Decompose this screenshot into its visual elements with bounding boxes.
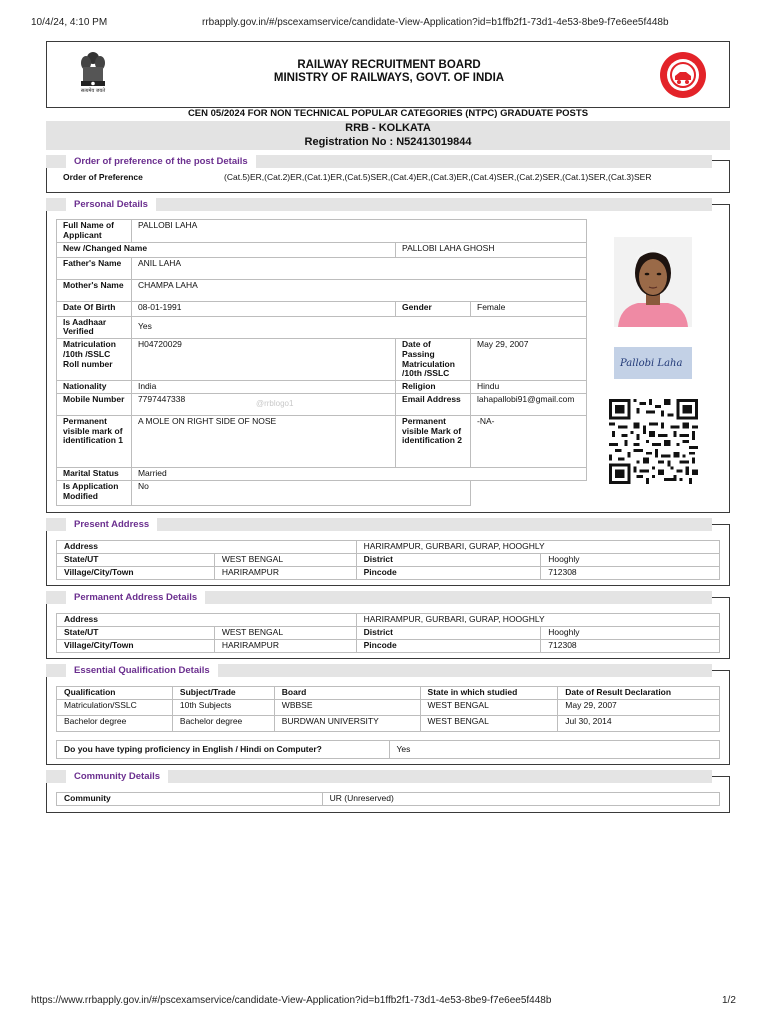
table-cell: 10th Subjects: [172, 700, 274, 716]
religion-label: Religion: [396, 381, 471, 394]
personal-title: Personal Details: [66, 198, 156, 211]
print-url-top: rrbapply.gov.in/#/pscexamservice/candidate-View-Application?id=b1ffb2f1-73d1-4e53-8be9-f7e6ee5f448b: [202, 17, 669, 28]
passing-date-label: Date of Passing Matriculation /10th /SSLC: [396, 339, 471, 381]
qualification-header-row: [57, 687, 720, 700]
gender-label: Gender: [396, 301, 471, 316]
religion-value: Hindu: [471, 381, 587, 394]
cen-notice: CEN 05/2024 FOR NON TECHNICAL POPULAR CATEGORIES (NTPC) GRADUATE POSTS: [187, 108, 589, 119]
applicant-photo: [614, 237, 692, 327]
preference-title: Order of preference of the post Details: [66, 155, 256, 168]
present-state-value: WEST BENGAL: [214, 554, 356, 567]
marital-status-label: Marital Status: [57, 467, 132, 480]
community-value: UR (Unreserved): [322, 793, 719, 806]
table-cell: Matriculation/SSLC: [57, 700, 173, 716]
permanent-address-table: [56, 613, 720, 653]
mobile-value: 7797447338: [137, 393, 186, 404]
applicant-signature: [614, 347, 692, 379]
state-header: State in which studied: [420, 687, 558, 700]
print-page-number: 1/2: [722, 995, 736, 1006]
table-row: [57, 700, 720, 716]
aadhaar-value: Yes: [131, 316, 586, 339]
board-header: [46, 41, 730, 108]
result-date-header: Date of Result Declaration: [558, 687, 720, 700]
permanent-pincode-value: 712308: [541, 639, 720, 652]
qr-code: [609, 399, 698, 484]
watermark-text: @rrblogo1: [255, 398, 294, 408]
dob-label: Date Of Birth: [57, 301, 132, 316]
table-row: [57, 716, 720, 732]
present-address-title: Present Address: [66, 518, 157, 531]
present-district-label: District: [356, 554, 541, 567]
mother-name-label: Mother's Name: [57, 279, 132, 301]
full-name-value: PALLOBI LAHA: [131, 220, 586, 243]
new-name-label: New /Changed Name: [57, 242, 396, 257]
present-address-table: [56, 540, 720, 580]
present-district-value: Hooghly: [541, 554, 720, 567]
rrb-name: RRB - KOLKATA: [345, 122, 431, 134]
mobile-label: Mobile Number: [57, 393, 132, 415]
full-name-label: Full Name of Applicant: [57, 220, 132, 243]
permanent-pincode-label: Pincode: [356, 639, 541, 652]
mother-name-value: CHAMPA LAHA: [131, 279, 586, 301]
typing-table: [56, 740, 720, 759]
permanent-village-label: Village/City/Town: [57, 639, 215, 652]
table-cell: WEST BENGAL: [420, 700, 558, 716]
typing-value: Yes: [389, 741, 719, 759]
permanent-address-value: HARIRAMPUR, GURBARI, GURAP, HOOGHLY: [356, 614, 719, 627]
present-address-value: HARIRAMPUR, GURBARI, GURAP, HOOGHLY: [356, 541, 719, 554]
table-cell: Jul 30, 2014: [558, 716, 720, 732]
nationality-value: India: [131, 381, 395, 394]
gender-value: Female: [471, 301, 587, 316]
permanent-address-title: Permanent Address Details: [66, 591, 205, 604]
qualification-header: Qualification: [57, 687, 173, 700]
table-cell: BURDWAN UNIVERSITY: [274, 716, 420, 732]
father-name-label: Father's Name: [57, 257, 132, 279]
father-name-value: ANIL LAHA: [131, 257, 586, 279]
application-modified-value: No: [131, 480, 470, 505]
table-cell: May 29, 2007: [558, 700, 720, 716]
present-state-label: State/UT: [57, 554, 215, 567]
dob-value: 08-01-1991: [131, 301, 395, 316]
permanent-district-label: District: [356, 627, 541, 640]
print-url-bottom: https://www.rrbapply.gov.in/#/pscexamservice/candidate-View-Application?id=b1ffb2f1-73d1-4e53-8be9-f7e6ee5f448b: [31, 995, 552, 1006]
emblem-caption: सत्यमेव जयते: [80, 88, 106, 94]
typing-label: Do you have typing proficiency in English / Hindi on Computer?: [57, 741, 390, 759]
personal-table: [56, 219, 587, 506]
preference-value: (Cat.5)ER,(Cat.2)ER,(Cat.1)ER,(Cat.5)SER,(Cat.4)ER,(Cat.3)ER,(Cat.4)SER,(Cat.2)SER,(Cat.1)SER,(Cat.3)SER: [224, 172, 652, 182]
table-cell: Bachelor degree: [57, 716, 173, 732]
print-timestamp: 10/4/24, 4:10 PM: [31, 17, 108, 28]
board-header-cell: Board: [274, 687, 420, 700]
board-title: RAILWAY RECRUITMENT BOARD: [297, 59, 481, 71]
table-cell: Bachelor degree: [172, 716, 274, 732]
table-cell: WEST BENGAL: [420, 716, 558, 732]
community-table: [56, 792, 720, 806]
ministry-title: MINISTRY OF RAILWAYS, GOVT. OF INDIA: [273, 72, 505, 84]
id-mark-1-value: A MOLE ON RIGHT SIDE OF NOSE: [131, 415, 395, 467]
table-cell: WBBSE: [274, 700, 420, 716]
email-label: Email Address: [396, 393, 471, 415]
present-pincode-value: 712308: [541, 566, 720, 579]
email-value: lahapallobi91@gmail.com: [471, 393, 587, 415]
signature-text: Pallobi Laha: [620, 358, 683, 369]
aadhaar-label: Is Aadhaar Verified: [57, 316, 132, 339]
marital-status-value: Married: [131, 467, 586, 480]
registration-number: Registration No : N52413019844: [304, 136, 472, 148]
qualification-title: Essential Qualification Details: [66, 664, 218, 677]
roll-number-value: H04720029: [131, 339, 395, 381]
application-modified-label: Is Application Modified: [57, 480, 132, 505]
permanent-district-value: Hooghly: [541, 627, 720, 640]
id-mark-1-label: Permanent visible mark of identification 1: [57, 415, 132, 467]
community-label: Community: [57, 793, 323, 806]
passing-date-value: May 29, 2007: [471, 339, 587, 381]
subject-header: Subject/Trade: [172, 687, 274, 700]
present-pincode-label: Pincode: [356, 566, 541, 579]
permanent-village-value: HARIRAMPUR: [214, 639, 356, 652]
id-mark-2-value: -NA-: [471, 415, 587, 467]
roll-number-label: Matriculation /10th /SSLC Roll number: [57, 339, 132, 381]
indian-railways-logo-icon: [658, 50, 708, 100]
present-village-label: Village/City/Town: [57, 566, 215, 579]
new-name-value: PALLOBI LAHA GHOSH: [396, 242, 587, 257]
nationality-label: Nationality: [57, 381, 132, 394]
qualification-table: [56, 686, 720, 732]
present-village-value: HARIRAMPUR: [214, 566, 356, 579]
permanent-address-label: Address: [57, 614, 357, 627]
preference-label: Order of Preference: [63, 172, 143, 182]
community-title: Community Details: [66, 770, 168, 783]
permanent-state-value: WEST BENGAL: [214, 627, 356, 640]
id-mark-2-label: Permanent visible Mark of identification 2: [396, 415, 471, 467]
permanent-state-label: State/UT: [57, 627, 215, 640]
present-address-label: Address: [57, 541, 357, 554]
